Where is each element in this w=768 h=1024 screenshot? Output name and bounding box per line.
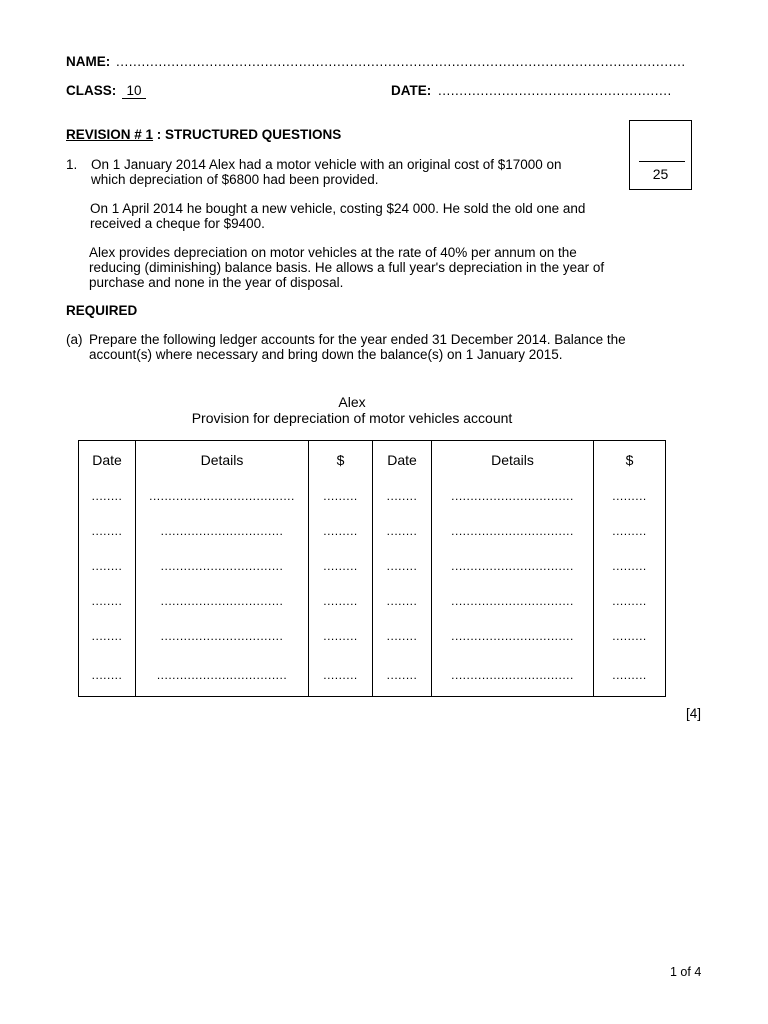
question-number: 1. [66,157,78,172]
cell-amount-debit[interactable]: ......... [309,479,373,514]
cell-details-debit[interactable]: ................................ [136,584,309,619]
cell-details-debit[interactable]: ...................................... [136,479,309,514]
cell-amount-credit[interactable]: ......... [594,654,666,697]
cell-amount-debit[interactable]: ......... [309,654,373,697]
cell-amount-debit[interactable]: ......... [309,549,373,584]
date-label: DATE: [391,83,432,98]
cell-details-credit[interactable]: ................................ [432,654,594,697]
ledger-account-title: Provision for depreciation of motor vehicles account [191,410,513,426]
para2-line2: received a cheque for $9400. [90,216,265,231]
class-value[interactable]: 10 [122,83,146,99]
cell-details-credit[interactable]: ................................ [432,479,594,514]
para3-line2: reducing (diminishing) balance basis. He allows a full year's depreciation in the year of [89,260,605,275]
name-blank[interactable]: ...................................................................................................................................... [116,54,686,69]
para1-line2: which depreciation of $6800 had been provided. [91,172,379,187]
para1-line1: On 1 January 2014 Alex had a motor vehicle with an original cost of $17000 on [91,157,562,172]
cell-details-debit[interactable]: ................................ [136,514,309,549]
table-row [79,619,666,654]
cell-amount-credit[interactable]: ......... [594,584,666,619]
cell-date-credit[interactable]: ........ [373,514,432,549]
cell-amount-debit[interactable]: ......... [309,584,373,619]
score-total: 25 [652,166,669,182]
header-details-debit: Details [136,441,309,479]
header-amount-debit: $ [309,441,373,479]
required-heading: REQUIRED [66,303,138,318]
cell-date-credit[interactable]: ........ [373,549,432,584]
cell-details-credit[interactable]: ................................ [432,619,594,654]
cell-amount-credit[interactable]: ......... [594,479,666,514]
part-line1: Prepare the following ledger accounts for the year ended 31 December 2014. Balance the [89,332,626,347]
cell-details-debit[interactable]: ................................ [136,549,309,584]
section-title [66,127,341,142]
cell-details-credit[interactable]: ................................ [432,549,594,584]
part-text [89,332,626,362]
cell-date-debit[interactable]: ........ [79,549,136,584]
section-title-underlined: REVISION # 1 [66,127,154,142]
header-amount-credit: $ [594,441,666,479]
header-details-credit: Details [432,441,594,479]
cell-details-credit[interactable]: ................................ [432,514,594,549]
date-blank[interactable]: ....................................................... [438,83,672,98]
cell-date-debit[interactable]: ........ [79,479,136,514]
cell-date-debit[interactable]: ........ [79,619,136,654]
cell-amount-debit[interactable]: ......... [309,514,373,549]
cell-date-credit[interactable]: ........ [373,584,432,619]
table-row [79,479,666,514]
marks-label: [4] [686,706,702,721]
ledger-table [78,440,666,697]
header-date-debit: Date [79,441,136,479]
page-number: 1 of 4 [670,965,702,979]
score-box[interactable] [629,120,692,190]
cell-amount-credit[interactable]: ......... [594,619,666,654]
question-para-3 [89,245,604,290]
para2-line1: On 1 April 2014 he bought a new vehicle, costing $24 000. He sold the old one and [90,201,586,216]
table-row [79,514,666,549]
header-date-credit: Date [373,441,432,479]
table-row [79,584,666,619]
ledger-owner: Alex [338,394,366,410]
cell-date-credit[interactable]: ........ [373,654,432,697]
cell-date-debit[interactable]: ........ [79,584,136,619]
table-row [79,549,666,584]
table-row [79,654,666,697]
cell-amount-debit[interactable]: ......... [309,619,373,654]
section-title-rest: : STRUCTURED QUESTIONS [153,127,342,142]
cell-details-debit[interactable]: ................................ [136,619,309,654]
ledger-header-row [79,441,666,479]
cell-date-debit[interactable]: ........ [79,654,136,697]
score-rule [639,161,685,162]
para3-line1: Alex provides depreciation on motor vehicles at the rate of 40% per annum on the [89,245,577,260]
name-label: NAME: [66,54,111,69]
part-line2: account(s) where necessary and bring down the balance(s) on 1 January 2015. [89,347,563,362]
question-para-2 [90,201,585,231]
question-para-1 [91,157,562,187]
cell-details-debit[interactable]: .................................. [136,654,309,697]
cell-amount-credit[interactable]: ......... [594,514,666,549]
para3-line3: purchase and none in the year of disposal. [89,275,344,290]
cell-date-credit[interactable]: ........ [373,619,432,654]
cell-date-credit[interactable]: ........ [373,479,432,514]
part-label: (a) [66,332,83,347]
cell-date-debit[interactable]: ........ [79,514,136,549]
cell-details-credit[interactable]: ................................ [432,584,594,619]
class-label: CLASS: [66,83,117,98]
cell-amount-credit[interactable]: ......... [594,549,666,584]
